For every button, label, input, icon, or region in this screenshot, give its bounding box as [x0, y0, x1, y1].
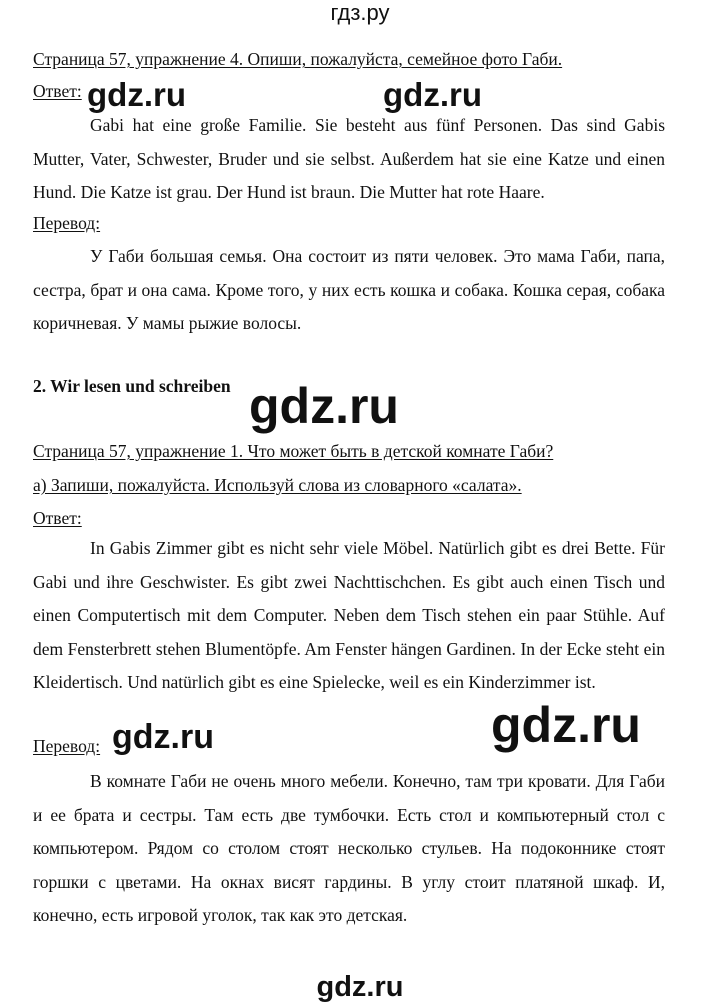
subtask-title-2: а) Запиши, пожалуйста. Используй слова из словарного «салата». — [33, 475, 522, 495]
task-title-1: Страница 57, упражнение 4. Опиши, пожалуйста, семейное фото Габи. — [33, 49, 563, 69]
watermark-logo: gdz.ru — [316, 971, 404, 1003]
task-title-2: Страница 57, упражнение 1. Что может быть в детской комнате Габи? — [33, 441, 554, 461]
watermark-logo: gdz.ru — [249, 378, 399, 434]
answer-label-2: Ответ: — [33, 508, 82, 528]
answer-label-1: Ответ: — [33, 81, 82, 101]
translation-text-1: У Габи большая семья. Она состоит из пяти человек. Это мама Габи, папа, сестра, брат и она сама. Кроме того, у них есть кошка и собака. Кошка серая, собака коричневая. У мамы рыжие волосы. — [33, 246, 665, 333]
watermark-logo: gdz.ru — [112, 718, 214, 756]
watermark-logo: gdz.ru — [383, 76, 482, 113]
section-heading: 2. Wir lesen und schreiben — [33, 376, 231, 396]
translation-label-1: Перевод: — [33, 213, 101, 233]
watermark-logo: gdz.ru — [87, 76, 186, 113]
answer-text-2: In Gabis Zimmer gibt es nicht sehr viele Möbel. Natürlich gibt es drei Bette. Für Gabi und ihre Geschwister. Es gibt zwei Nachttischchen. Es gibt auch einen Tisch und einen Computertisch mit dem Computer. Neben dem Tisch stehen ein paar Stühle. Auf dem Fensterbrett stehen Blumentöpfe. Am Fenster hängen Gardinen. In der Ecke steht ein Kleidertisch. Und natürlich gibt es eine Spielecke, weil es ein Kinderzimmer ist. — [33, 538, 665, 692]
translation-text-2: В комнате Габи не очень много мебели. Конечно, там три кровати. Для Габи и ее брата и сестры. Там есть две тумбочки. Есть стол и компьютерный стол с компьютером. Рядом со столом стоят несколько стульев. На подоконнике стоят горшки с цветами. На окнах висят гардины. В углу стоит платяной шкаф. И, конечно, есть игровой уголок, так как это детская. — [33, 771, 665, 925]
answer-text-1: Gabi hat eine große Familie. Sie besteht aus fünf Personen. Das sind Gabis Mutter, Vater, Schwester, Bruder und sie selbst. Außerdem hat sie eine Katze und einen Hund. Die Katze ist grau. Der Hund ist braun. Die Mutter hat rote Haare. — [33, 115, 665, 202]
translation-label-2: Перевод: — [33, 736, 101, 756]
watermark-logo: gdz.ru — [491, 697, 641, 753]
site-header: гдз.ру — [330, 0, 390, 25]
